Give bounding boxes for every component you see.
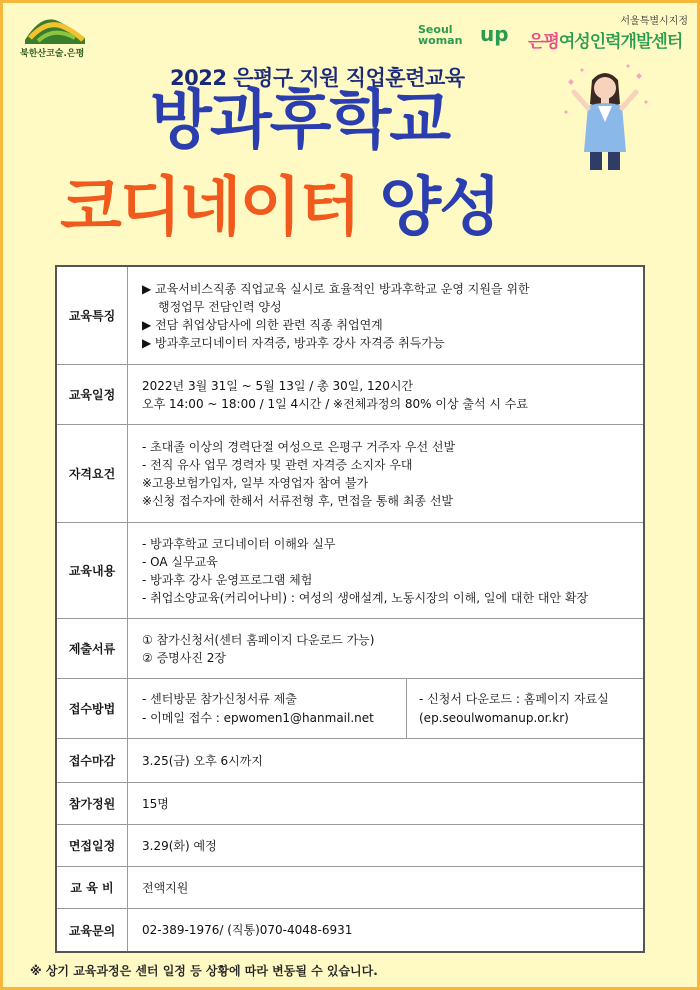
row-label: 자격요건 — [57, 425, 128, 522]
table-row — [57, 619, 643, 679]
email-line[interactable]: - 이메일 접수 : epwomen1@hanmail.net — [142, 710, 374, 725]
value-line: ② 증명사진 2장 — [142, 650, 226, 665]
footnote: ※ 상기 교육과정은 센터 일정 등 상황에 따라 변동될 수 있습니다. — [30, 964, 378, 978]
row-label: 교육내용 — [57, 523, 128, 618]
table-row — [57, 825, 643, 867]
value-line: ※고용보험가입자, 일부 자영업자 참여 불가 — [142, 475, 369, 490]
row-value — [128, 425, 643, 522]
row-value — [128, 783, 643, 824]
value-line: 3.25(금) 오후 6시까지 — [142, 753, 263, 768]
value-line: 행정업무 전담인력 양성 — [158, 299, 282, 314]
info-table — [55, 265, 645, 953]
row-label: 면접일정 — [57, 825, 128, 866]
table-row — [57, 679, 643, 739]
row-label: 교육일정 — [57, 365, 128, 424]
subtitle: 2022 은평구 지원 직업훈련교육 — [170, 66, 465, 90]
center-name — [528, 27, 682, 52]
row-label: 접수방법 — [57, 679, 128, 738]
table-row — [57, 867, 643, 909]
table-row — [57, 267, 643, 365]
row-value — [128, 619, 643, 678]
value-line: - OA 실무교육 — [142, 554, 218, 569]
value-line: 2022년 3월 31일 ~ 5월 13일 / 총 30일, 120시간 — [142, 378, 414, 393]
header — [0, 0, 700, 265]
row-value — [128, 909, 643, 951]
center-suffix: 여성인력개발센터 — [558, 32, 683, 52]
table-row — [57, 783, 643, 825]
phone-line: 02-389-1976/ (직통)070-4048-6931 — [142, 923, 353, 937]
logo-left-text: 북한산코술.은평 — [20, 49, 85, 59]
value-line: ▶ 교육서비스직종 직업교육 실시로 효율적인 방과후학교 운영 지원을 위한 — [142, 281, 530, 296]
value-line: - 센터방문 참가신청서류 제출 — [142, 691, 297, 706]
value-line: - 신청서 다운로드 : 홈페이지 자료실 — [419, 691, 609, 706]
homepage-link[interactable]: (ep.seoulwomanup.or.kr) — [419, 710, 569, 725]
center-prefix: 은평 — [528, 32, 559, 52]
row-value — [128, 739, 643, 782]
woman-illustration-icon — [560, 62, 650, 172]
row-label: 참가정원 — [57, 783, 128, 824]
table-row — [57, 909, 643, 951]
row-value-split — [128, 679, 643, 738]
row-value — [128, 523, 643, 618]
value-line: - 전직 유사 업무 경력자 및 관련 자격증 소지자 우대 — [142, 457, 413, 472]
value-line: - 방과후학교 코디네이터 이해와 실무 — [142, 536, 336, 551]
table-row — [57, 739, 643, 783]
value-line: - 초대졸 이상의 경력단절 여성으로 은평구 거주자 우선 선발 — [142, 439, 456, 454]
value-line: 전액지원 — [142, 880, 189, 895]
value-line: 3.29(화) 예정 — [142, 838, 217, 853]
table-row — [57, 365, 643, 425]
value-line: - 방과후 강사 운영프로그램 체험 — [142, 572, 313, 587]
row-label: 교 육 비 — [57, 867, 128, 908]
logo-woman: woman — [418, 34, 463, 47]
row-value — [128, 825, 643, 866]
logo-seoul: Seoul — [418, 23, 453, 36]
value-line: ▶ 방과후코디네이터 자격증, 방과후 강사 자격증 취득가능 — [142, 335, 445, 350]
value-line: ▶ 전담 취업상담사에 의한 관련 직종 취업연계 — [142, 317, 383, 332]
mountain-logo-icon — [20, 8, 90, 48]
apply-offline-column — [128, 679, 407, 738]
seoulwomanup-logo — [418, 12, 688, 57]
row-label: 제출서류 — [57, 619, 128, 678]
designation-text: 서울특별시지정 — [620, 16, 688, 27]
logo-seoul-woman — [418, 24, 462, 46]
value-line: 15명 — [142, 796, 169, 811]
row-label: 교육특징 — [57, 267, 128, 364]
value-line: ① 참가신청서(센터 홈페이지 다운로드 가능) — [142, 632, 375, 647]
value-line: 오후 14:00 ~ 18:00 / 1일 4시간 / ※전체과정의 80% 이상 출석 시 수료 — [142, 396, 528, 411]
table-row — [57, 425, 643, 523]
row-value — [128, 365, 643, 424]
title-training: 양성 — [379, 171, 500, 245]
row-value — [128, 867, 643, 908]
title-line1: 방과후학교 — [150, 84, 450, 158]
apply-download-column — [407, 679, 643, 738]
table-row — [57, 523, 643, 619]
title-coordinator: 코디네이터 — [60, 171, 360, 245]
row-label: 교육문의 — [57, 909, 128, 951]
value-line: - 취업소양교육(커리어나비) : 여성의 생애설계, 노동시장의 이해, 일에 대한 대안 확장 — [142, 590, 589, 605]
row-value — [128, 267, 643, 364]
row-label: 접수마감 — [57, 739, 128, 782]
logo-up: up — [480, 22, 509, 46]
value-line: ※신청 접수자에 한해서 서류전형 후, 면접을 통해 최종 선발 — [142, 493, 454, 508]
title-line2 — [60, 170, 499, 246]
eunpyeong-logo — [20, 8, 90, 60]
